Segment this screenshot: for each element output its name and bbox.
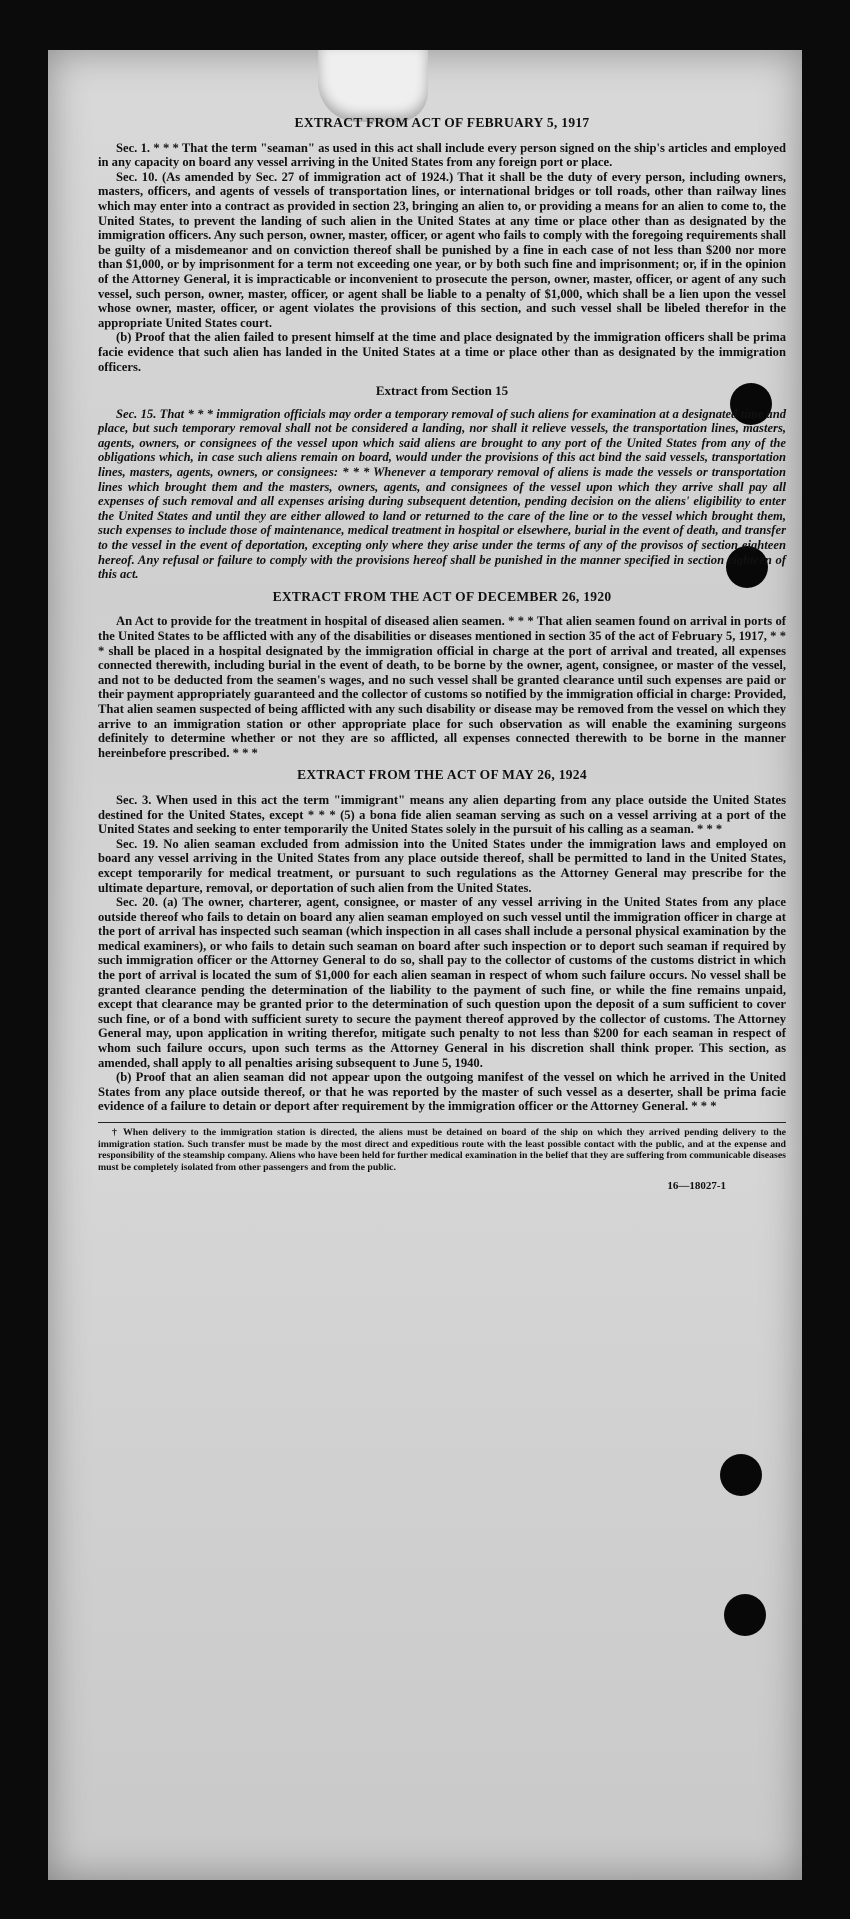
heading-section-15: Extract from Section 15 <box>375 383 509 399</box>
heading-act-1917: EXTRACT FROM ACT OF FEBRUARY 5, 1917 <box>294 115 590 130</box>
section-15: Sec. 15. That * * * immigration officials may order a temporary removal of such aliens for examination at a designated time and place, but such temporary removal shall not be considered a landing, nor shall it relieve vessels, the transportation lines, masters, agents, owners, or consignees of the vessel upon which said aliens are brought to any port of the United States from any of the obligations which, in case such aliens remain on board, would under the provisions of this act bind the said vessels, transportation lines, masters, agents, owners, or consignees: * * * Whenever a temporary removal of aliens is made the vessels or transportation lines which brought them and the masters, owners, agents, and consignees of the vessel upon which they arrive shall pay all expenses of such removal and all expenses arising during subsequent detention, pending decision on the aliens' eligibility to enter the United States and until they are either allowed to land or returned to the care of the line or to the vessel which brought them, such expenses to include those of maintenance, medical treatment in hospital or elsewhere, burial in the event of death, and transfer to the vessel in the event of deportation, excepting only where they arise under the terms of any of the provisos of section eighteen hereof. Any refusal or failure to comply with the provisions hereof shall be punished in the manner specified in section eighteen of this act. <box>98 406 786 582</box>
section-20b: (b) Proof that an alien seaman did not appear upon the outgoing manifest of the vessel on which he arrived in the United States from any place outside thereof, or that he was reported by the master of such vessel as a deserter, shall be prima facie evidence of a failure to detain or deport after requirement by the immigration officer or the Attorney General. * * * <box>98 1070 786 1114</box>
heading-act-1920: EXTRACT FROM THE ACT OF DECEMBER 26, 1920 <box>272 588 612 604</box>
document-body <box>98 116 786 1194</box>
section-20a: Sec. 20. (a) The owner, charterer, agent, consignee, or master of any vessel arriving in the United States from any place outside thereof who fails to detain on board any alien seaman employed on such vessel until the immigration officer in charge at the port of arrival has inspected such seaman (which inspection in all cases shall include a personal physical examination by the medical examiners), or who fails to detain such seaman on board after such inspection or to deport such seaman if required by such immigration officer or the Attorney General to do so, shall pay to the collector of customs of the customs district in which the port of arrival is located the sum of $1,000 for each alien seaman in respect of whom such failure occurs. No vessel shall be granted clearance pending the determination of the liability to the payment of such fine, or while the fine remains unpaid, except that clearance may be granted prior to the determination of such question upon the deposit of a sum sufficient to cover such fine, or of a bond with sufficient surety to secure the payment thereof approved by the collector of customs. The Attorney General may, upon application in writing therefor, mitigate such penalty to not less than $200 for each seaman in respect of whom such failure occurs, upon such terms as the Attorney General in his discretion shall think proper. This section, as amended, shall apply to all penalties arising subsequent to June 5, 1940. <box>98 895 786 1070</box>
punch-hole <box>724 1594 766 1636</box>
section-19: Sec. 19. No alien seaman excluded from admission into the United States under the immigration laws and employed on board any vessel arriving in the United States from any place outside thereof, shall be permitted to land in the United States, except temporarily for medical treatment, or pursuant to such regulations as the Attorney General may prescribe for the ultimate departure, removal, or deportation of such alien from the United States. <box>98 836 786 895</box>
section-10: Sec. 10. (As amended by Sec. 27 of immigration act of 1924.) That it shall be the duty of every person, including owners, masters, officers, and agents of vessels of transportation lines, or international bridges or toll roads, other than railway lines which may enter into a contract as provided in section 23, bringing an alien to, or providing a means for an alien to come to, the United States, to prevent the landing of such alien in the United States at any time or place other than as designated by the immigration officers. Any such person, owner, master, officer, or agent who fails to comply with the foregoing requirements shall be guilty of a misdemeanor and on conviction thereof shall be punished by a fine in each case of not less than $200 nor more than $1,000, or by imprisonment for a term not exceeding one year, or by both such fine and imprisonment; or, if in the opinion of the Attorney General, it is impracticable or inconvenient to prosecute the person, owner, master, officer, or agent of any such vessel, such person, owner, master, officer, or agent shall be liable to a penalty of $1,000, which shall be a lien upon the vessel whose owner, master, officer, or agent violates the provisions of this section, and such vessel shall be libeled therefor in the appropriate United States court. <box>98 169 786 330</box>
footnote <box>98 1122 786 1173</box>
section-3: Sec. 3. When used in this act the term "immigrant" means any alien departing from any place outside the United States destined for the United States, except * * * (5) a bona fide alien seaman serving as such on a vessel arriving at a port of the United States and seeking to enter temporarily the United States solely in the pursuit of his calling as a seaman. * * * <box>98 792 786 837</box>
heading-act-1924: EXTRACT FROM THE ACT OF MAY 26, 1924 <box>297 767 587 783</box>
torn-corner <box>318 50 428 122</box>
section-10b: (b) Proof that the alien failed to present himself at the time and place designated by the immigration officers shall be prima facie evidence that such alien has landed in the United States at a time or place other than as designated by the immigration officers. <box>98 330 786 374</box>
act-1920-text: An Act to provide for the treatment in hospital of diseased alien seamen. * * * That alien seamen found on arrival in ports of the United States to be afflicted with any of the disabilities or diseases mentioned in section 35 of the act of February 5, 1917, * * * shall be placed in a hospital designated by the immigration official in charge at the port of arrival and treated, all expenses connected therewith, including burial in the event of death, to be borne by the owner, agent, consignee, or master of the vessel, and not to be deducted from the seamen's wages, and no such vessel shall be granted clearance until such expenses are paid or their payment appropriately guaranteed and the collector of customs so notified by the immigration official in charge: Provided, That alien seamen suspected of being afflicted with any such disability or disease may be removed from the vessel on which they arrive to an immigration station or other appropriate place for such observation as will enable the examining surgeons definitely to determine whether or not they are so afflicted, all expenses connected therewith to be borne in the manner hereinbefore prescribed. * * * <box>98 614 786 760</box>
section-1: Sec. 1. * * * That the term "seaman" as used in this act shall include every person signed on the ship's articles and employed in any capacity on board any vessel arriving in the United States from any foreign port or place. <box>98 140 786 170</box>
punch-hole <box>720 1454 762 1496</box>
form-number: 16—18027-1 <box>667 1180 726 1193</box>
footnote-text: † When delivery to the immigration station is directed, the aliens must be detained on board of the ship on which they arrived pending delivery to the immigration station. Such transfer must be made by the most direct and expeditious route with the least possible contact with the public, and at the expense and responsibility of the steamship company. Aliens who have been held for further medical examination in the belief that they are suffering from communicable diseases must be completely isolated from other passengers and from the public. <box>98 1127 786 1173</box>
document-page <box>48 50 802 1880</box>
